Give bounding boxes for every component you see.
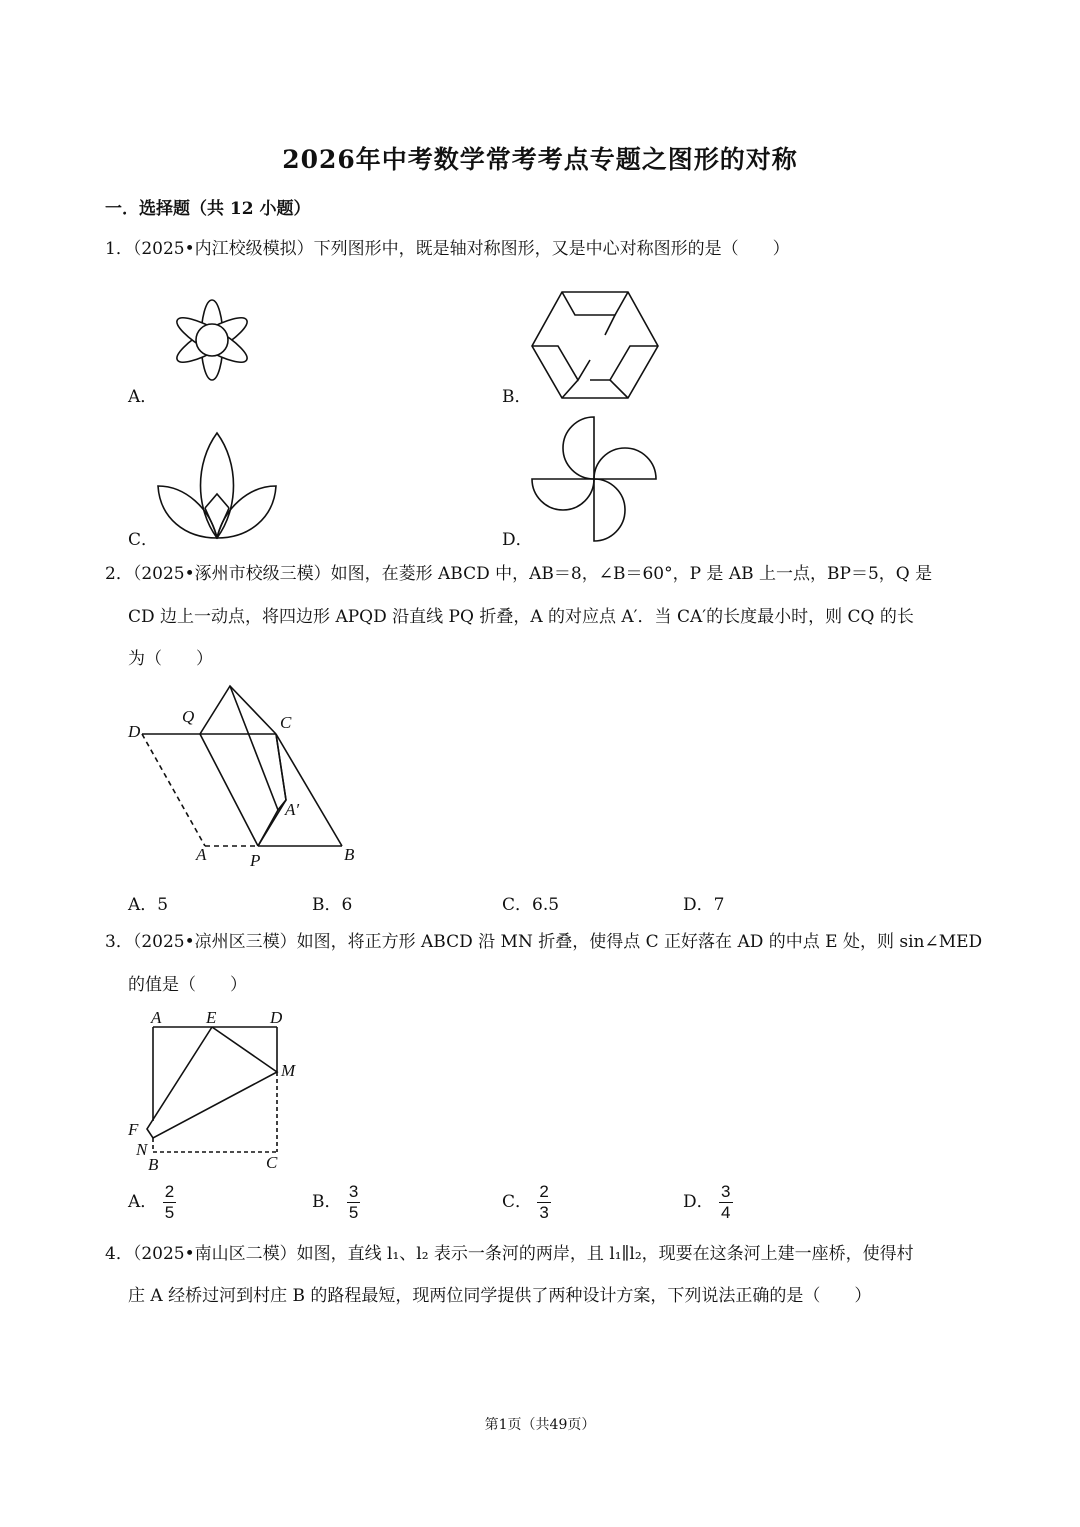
q2-label-p: P — [250, 851, 261, 870]
page-footer: 第1页（共49页） — [484, 1417, 596, 1433]
q3-label-e: E — [206, 1008, 217, 1027]
q3-option-c-label: C． — [502, 1192, 533, 1212]
q1-figure-a-flower — [155, 275, 270, 400]
q2-label-q: Q — [182, 707, 195, 726]
q3-line1: 3．（2025•凉州区三模）如图，将正方形 ABCD 沿 MN 折叠，使得点 C 正好落在 AD 的中点 E 处，则 sin∠MED — [105, 932, 983, 952]
page-title: 2026年中考数学常考考点专题之图形的对称 — [282, 145, 798, 174]
q3-line2: 的值是（ ） — [128, 975, 247, 995]
q3-option-b — [312, 1182, 360, 1223]
q3-label-m: M — [281, 1061, 296, 1080]
q3-label-n: N — [136, 1140, 148, 1159]
q2-line2: CD 边上一动点，将四边形 APQD 沿直线 PQ 折叠，A 的对应点 A′．当 CA′的长度最小时，则 CQ 的长 — [128, 607, 914, 627]
q2-label-c: C — [280, 713, 292, 732]
q1-option-d: D． — [502, 530, 533, 550]
q1-figure-c-lotus — [155, 428, 280, 543]
q3-option-c — [502, 1182, 551, 1223]
q3-option-b-label: B． — [312, 1192, 342, 1212]
q3-option-a — [128, 1182, 176, 1223]
q1-figure-b-hexagon — [530, 290, 660, 402]
q2-line1: 2．（2025•涿州市校级三模）如图，在菱形 ABCD 中，AB＝8，∠B＝60°，P 是 AB 上一点，BP＝5，Q 是 — [105, 564, 933, 584]
q3-option-d-fraction: $\frac{3}{4}$ — [721, 1182, 731, 1222]
q1-text: 1．（2025•内江校级模拟）下列图形中，既是轴对称图形，又是中心对称图形的是（ ） — [105, 239, 790, 259]
q4-line2: 庄 A 经桥过河到村庄 B 的路程最短，现两位同学提供了两种设计方案，下列说法正确的是（ ） — [128, 1286, 872, 1306]
q2-option-d: D．7 — [683, 895, 725, 915]
q2-option-b: B．6 — [312, 895, 353, 915]
q3-label-f: F — [128, 1120, 139, 1139]
section-heading: 一．选择题（共 12 小题） — [105, 199, 311, 219]
q2-label-b: B — [344, 845, 355, 864]
q3-option-b-fraction: $\frac{3}{5}$ — [348, 1182, 359, 1222]
q2-label-d: D — [128, 722, 141, 741]
q3-figure-square — [120, 1005, 310, 1175]
q2-option-c: C．6.5 — [502, 895, 560, 915]
q3-option-a-label: A． — [128, 1192, 158, 1212]
q1-figure-d-pinwheel — [530, 415, 660, 543]
q3-label-d: D — [270, 1008, 283, 1027]
q3-option-a-fraction: $\frac{2}{5}$ — [164, 1182, 175, 1222]
q2-figure-rhombus — [120, 680, 360, 875]
q2-label-a-prime: A′ — [285, 800, 300, 819]
q3-option-d-label: D． — [683, 1192, 714, 1212]
q2-line3: 为（ ） — [128, 649, 213, 669]
q3-option-d — [683, 1182, 733, 1223]
q1-option-b: B． — [502, 387, 532, 407]
q3-label-b: B — [148, 1155, 159, 1174]
q4-line1: 4．（2025•南山区二模）如图，直线 l₁、l₂ 表示一条河的两岸，且 l₁∥l₂，现要在这条河上建一座桥，使得村 — [105, 1244, 914, 1264]
q3-label-c: C — [266, 1153, 278, 1172]
q1-option-c: C． — [128, 530, 159, 550]
q1-option-a: A． — [128, 387, 158, 407]
q2-option-a: A．5 — [128, 895, 169, 915]
q3-option-c-fraction: $\frac{2}{3}$ — [539, 1182, 549, 1222]
q2-label-a: A — [196, 845, 207, 864]
q3-label-a: A — [151, 1008, 162, 1027]
